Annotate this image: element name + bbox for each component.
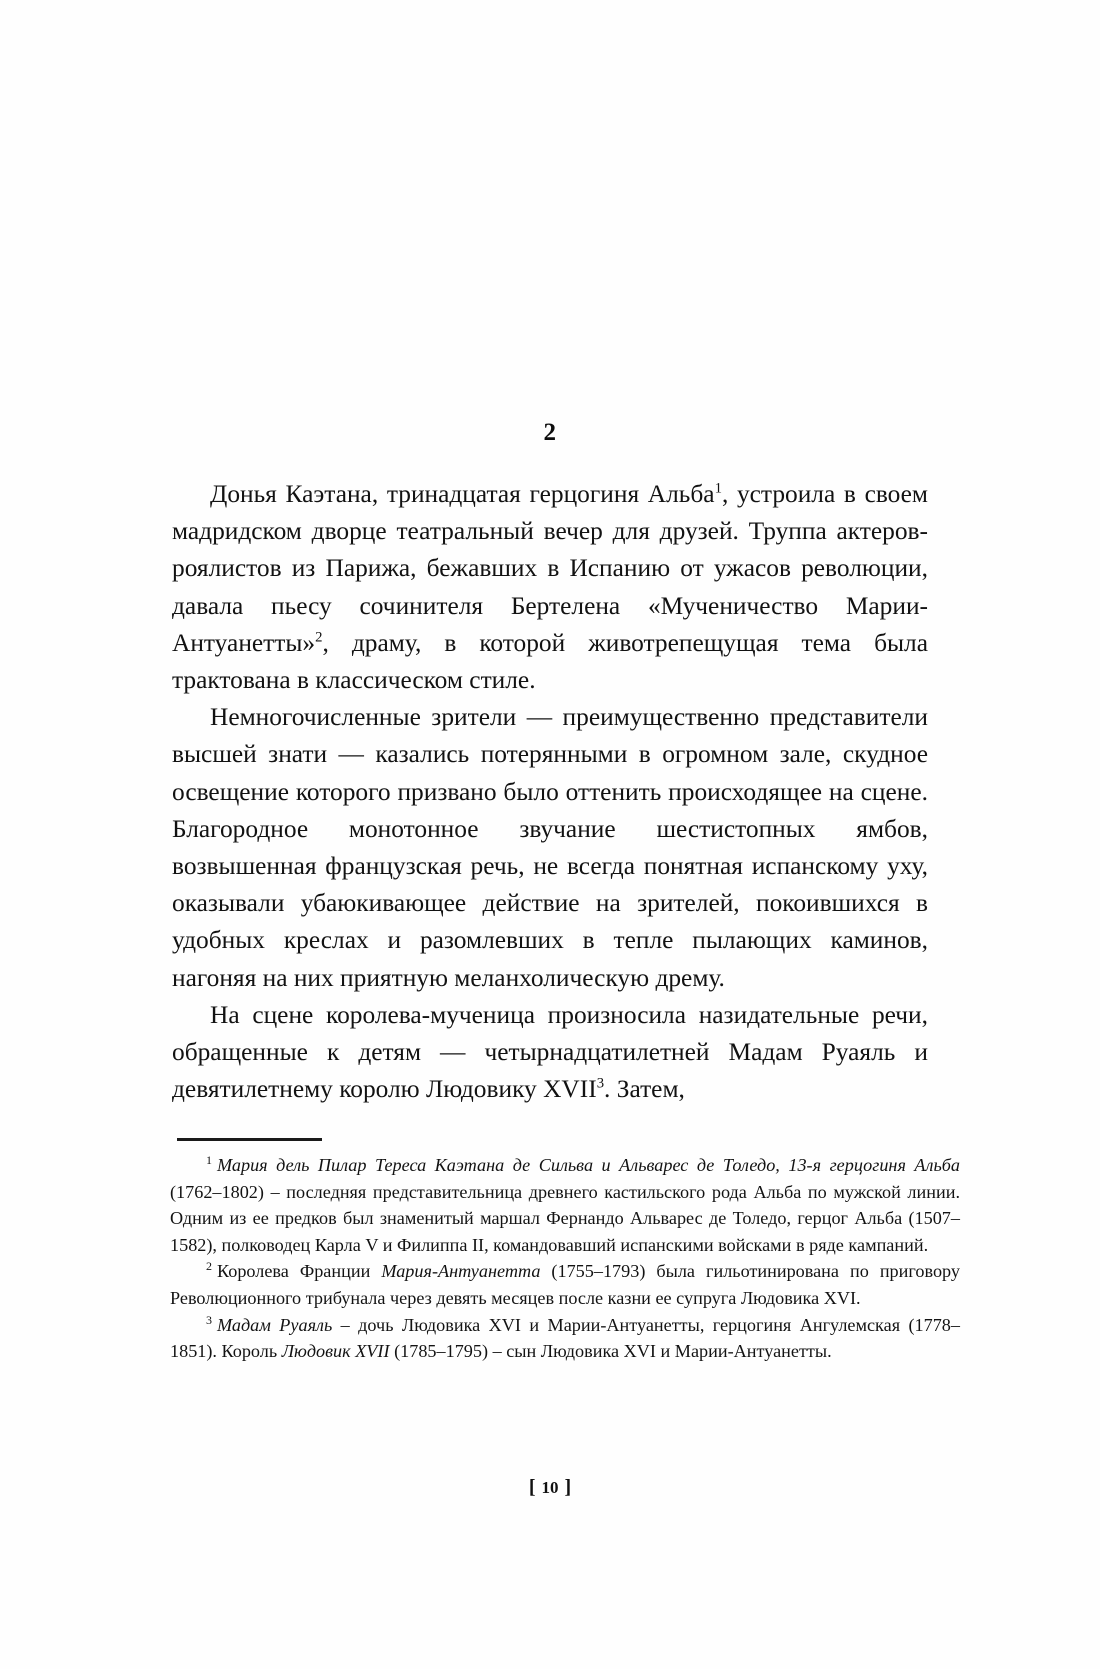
page-number-right-bracket: ] [564, 1476, 572, 1498]
chapter-number: 2 [543, 419, 557, 446]
body-paragraph: На сцене королева-мученица произносила назидательные речи, обращенные к детям — четырнадцатилетней Мадам Руаяль и девятилетнему королю Людовику XVII$^3$. Затем, [172, 1000, 928, 1104]
italic-term: Мария-Антуанетта [381, 1261, 541, 1282]
footnote-marker: 1 [206, 1152, 212, 1167]
footnote-item: $^3$ Мадам Руаяль – дочь Людовика XVI и Марии-Антуанетты, герцогиня Ангулемская (1778–1851). Король Людовик XVII (1785–1795) – сын Людовика XVI и Марии-Антуанетты. [170, 1312, 960, 1362]
page-number [0, 1476, 1100, 1499]
italic-term: Мадам Руаяль [217, 1314, 333, 1335]
footnote-separator-rule [177, 1138, 322, 1141]
footnote-reference[interactable]: 1 [714, 480, 722, 497]
footnote-item: $^1$ Мария дель Пилар Тереса Каэтана де Сильва и Альварес де Толедо, 13-я герцогиня Альба (1762–1802) – последняя представительница древнего кастильского рода Альба по мужской линии. Одним из ее предков был знаменитый маршал Фернандо Альварес де Толедо, герцог Альба (1507–1582), полководец Карла V и Филиппа II, командовавший испанскими войсками в ряде кампаний. [170, 1152, 960, 1255]
footnote-reference[interactable]: 3 [596, 1075, 605, 1092]
body-text [172, 476, 928, 1108]
body-paragraph: Донья Каэтана, тринадцатая герцогиня Альба$^1$, устроила в своем мадридском дворце театральный вечер для друзей. Труппа актеров-роялистов из Парижа, бежавших в Испанию от ужасов революции, давала пьесу сочинителя Бертелена «Мученичество Марии-Антуанетты»$^2$, драму, в которой животрепещущая тема была трактована в классическом стиле. [172, 480, 928, 695]
footnotes-block [170, 1152, 960, 1365]
page-number-left-bracket: [ [528, 1476, 536, 1498]
footnote-reference[interactable]: 2 [315, 629, 323, 646]
page-number-value: 10 [541, 1478, 559, 1497]
footnote-marker: 3 [206, 1312, 212, 1327]
footnote-marker: 2 [206, 1259, 212, 1274]
italic-term: Людовик XVII [281, 1341, 390, 1362]
footnote-item: $^2$ Королева Франции Мария-Антуанетта (1755–1793) была гильотинирована по приговору Революционного трибунала через девять месяцев после казни ее супруга Людовика XVI. [170, 1259, 960, 1308]
body-paragraph: Немногочисленные зрители — преимущественно представители высшей знати — казались потерянными в огромном зале, скудное освещение которого призвано было оттенить происходящее на сцене. Благородное монотонное звучание шестистопных ямбов, возвышенная французская речь, не всегда понятная испанскому уху, оказывали убаюкивающее действие на зрителей, покоившихся в удобных креслах и разомлевших в тепле пылающих каминов, нагоняя на них приятную меланхолическую дрему. [172, 703, 928, 992]
italic-term: Мария дель Пилар Тереса Каэтана де Сильва и Альварес де Толедо, 13-я герцогиня Альба [217, 1155, 960, 1175]
